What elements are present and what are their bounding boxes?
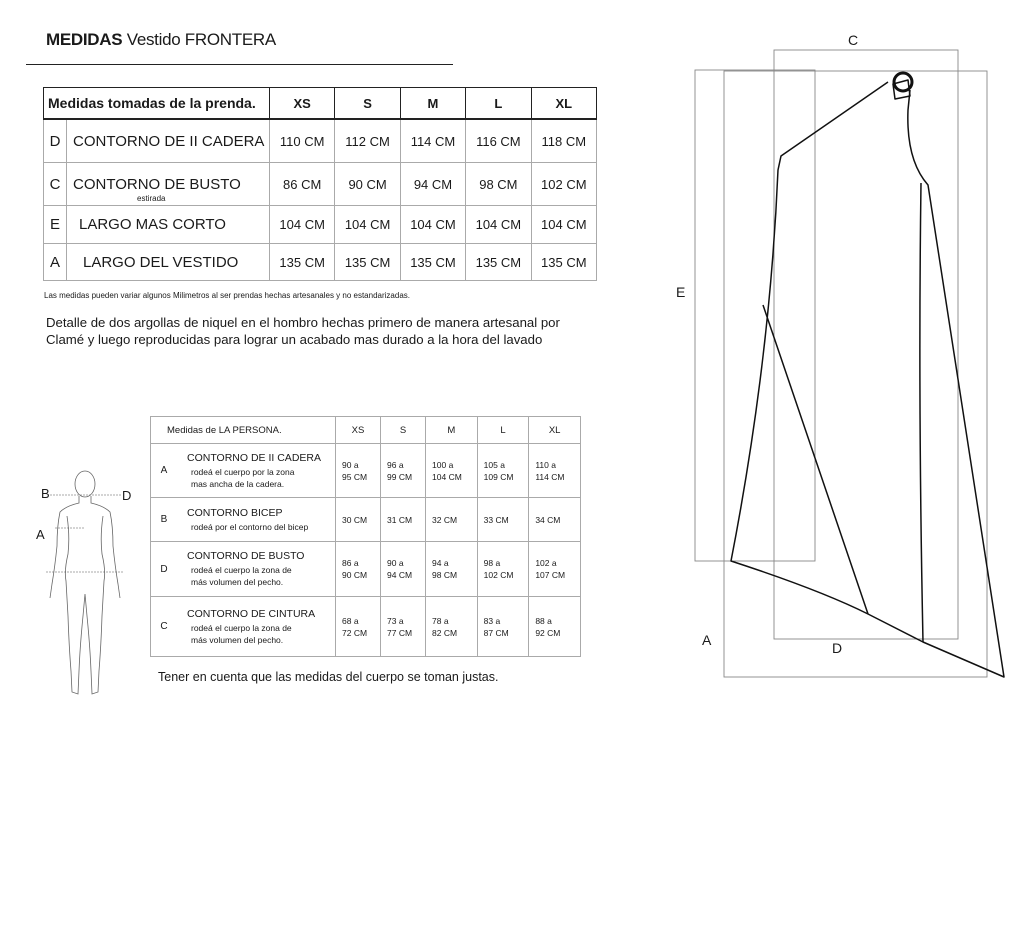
row-sublabel: estirada bbox=[137, 194, 166, 203]
dress-outline bbox=[731, 82, 1004, 677]
size-header: L bbox=[477, 417, 529, 444]
cell-line: 92 CM bbox=[535, 627, 561, 638]
cell-line: 90 CM bbox=[342, 570, 368, 580]
row-title: CONTORNO DE II CADERA bbox=[187, 451, 321, 464]
row-label: CONTORNO DE BUSTO bbox=[73, 175, 241, 193]
row-desc: rodeá el cuerpo por la zona bbox=[191, 466, 295, 477]
figure-label-a: A bbox=[36, 527, 45, 542]
cell-line: 100 a bbox=[432, 459, 454, 470]
cell-line: 34 CM bbox=[535, 514, 561, 525]
dress-box-e bbox=[695, 70, 815, 561]
cell-value: 135 CM bbox=[335, 244, 400, 281]
cell-line: 73 a bbox=[387, 615, 404, 626]
cell-value: 110 CM bbox=[270, 119, 335, 163]
cell-value: 118 CM bbox=[531, 119, 596, 163]
size-header: XS bbox=[270, 88, 335, 120]
row-label: LARGO DEL VESTIDO bbox=[67, 244, 270, 281]
dress-label-d: D bbox=[832, 640, 843, 656]
cell-line: 86 a bbox=[342, 558, 359, 568]
cell-line: 83 a bbox=[483, 615, 501, 626]
cell-line: 98 a bbox=[483, 558, 501, 568]
row-title: CONTORNO BICEP bbox=[187, 506, 283, 519]
cell-line: 31 CM bbox=[387, 514, 413, 525]
figure-label-b: B bbox=[41, 486, 50, 501]
cell-value: 104 CM bbox=[335, 206, 400, 244]
cell-line: 82 CM bbox=[432, 627, 458, 638]
row-label: LARGO MAS CORTO bbox=[67, 206, 270, 244]
cell-line: 87 CM bbox=[483, 627, 509, 638]
dress-box-c bbox=[774, 50, 958, 639]
cell-line: 90 a bbox=[342, 459, 359, 470]
size-header: M bbox=[426, 417, 478, 444]
cell-value: 116 CM bbox=[466, 119, 531, 163]
cell-value: 135 CM bbox=[270, 244, 335, 281]
garment-table-header-label: Medidas tomadas de la prenda. bbox=[44, 88, 270, 120]
cell-value: 135 CM bbox=[531, 244, 596, 281]
row-desc: rodeá por el contorno del bicep bbox=[191, 521, 309, 532]
cell-line: 30 CM bbox=[342, 514, 368, 525]
cell-line: 77 CM bbox=[387, 627, 413, 638]
title-bold: MEDIDAS bbox=[46, 30, 123, 49]
row-key: A bbox=[44, 244, 67, 281]
cell-line: 33 CM bbox=[483, 514, 509, 525]
dress-label-e: E bbox=[676, 284, 686, 300]
dress-drape-line bbox=[763, 305, 868, 614]
cell-line: 88 a bbox=[535, 615, 552, 626]
variation-note: Las medidas pueden variar algunos Milimetros al ser prendas hechas artesanales y no estandarizadas. bbox=[44, 291, 410, 300]
cell-line: 107 CM bbox=[535, 570, 566, 580]
row-key: B bbox=[151, 498, 178, 542]
cell-line: 68 a bbox=[342, 615, 359, 626]
row-desc: mas ancha de la cadera. bbox=[191, 478, 285, 489]
body-measure-note: Tener en cuenta que las medidas del cuerpo se toman justas. bbox=[158, 670, 499, 684]
figure-label-d: D bbox=[122, 488, 132, 503]
dress-label-c: C bbox=[848, 32, 859, 48]
row-title: CONTORNO DE CINTURA bbox=[187, 607, 316, 620]
detail-paragraph: Detalle de dos argollas de niquel en el hombro hechas primero de manera artesanal por Clamé y luego reproducidas para lograr un acabado mas durado a la hora del lavado bbox=[46, 315, 560, 347]
size-header: XS bbox=[336, 417, 381, 444]
cell-line: 90 a bbox=[387, 558, 404, 568]
cell-line: 99 CM bbox=[387, 471, 413, 482]
cell-line: 109 CM bbox=[483, 471, 514, 482]
cell-value: 98 CM bbox=[466, 163, 531, 206]
row-desc: rodeá el cuerpo la zona de bbox=[191, 565, 292, 575]
cell-line: 104 CM bbox=[432, 471, 462, 482]
size-header: XL bbox=[531, 88, 596, 120]
cell-line: 94 CM bbox=[387, 570, 413, 580]
row-key: C bbox=[151, 597, 178, 657]
dress-box-a bbox=[724, 71, 987, 677]
size-header: S bbox=[381, 417, 426, 444]
row-key: A bbox=[151, 444, 178, 498]
row-title: CONTORNO DE BUSTO bbox=[187, 550, 305, 562]
cell-value: 135 CM bbox=[466, 244, 531, 281]
cell-value: 90 CM bbox=[335, 163, 400, 206]
person-table-header-label: Medidas de LA PERSONA. bbox=[151, 417, 336, 444]
cell-line: 102 a bbox=[535, 558, 557, 568]
cell-value: 102 CM bbox=[531, 163, 596, 206]
size-header: XL bbox=[529, 417, 581, 444]
cell-line: 102 CM bbox=[483, 570, 514, 580]
cell-value: 104 CM bbox=[400, 206, 465, 244]
dress-side-seam bbox=[920, 183, 923, 642]
size-header: M bbox=[400, 88, 465, 120]
cell-value: 104 CM bbox=[531, 206, 596, 244]
cell-line: 72 CM bbox=[342, 627, 368, 638]
cell-line: 114 CM bbox=[535, 471, 565, 482]
cell-line: 110 a bbox=[535, 459, 556, 470]
cell-line: 105 a bbox=[483, 459, 505, 470]
cell-value: 94 CM bbox=[400, 163, 465, 206]
row-label: CONTORNO DE II CADERA bbox=[67, 119, 270, 163]
row-desc: más volumen del pecho. bbox=[191, 577, 284, 587]
row-key: D bbox=[44, 119, 67, 163]
cell-value: 86 CM bbox=[270, 163, 335, 206]
cell-value: 112 CM bbox=[335, 119, 400, 163]
row-key: E bbox=[44, 206, 67, 244]
row-key: D bbox=[151, 542, 178, 597]
cell-value: 104 CM bbox=[466, 206, 531, 244]
cell-line: 32 CM bbox=[432, 514, 458, 525]
row-desc: más volumen del pecho. bbox=[191, 634, 284, 645]
size-header: S bbox=[335, 88, 400, 120]
dress-label-a: A bbox=[702, 632, 712, 648]
title-rest: Vestido FRONTERA bbox=[122, 30, 276, 49]
cell-value: 114 CM bbox=[400, 119, 465, 163]
cell-value: 135 CM bbox=[400, 244, 465, 281]
cell-line: 94 a bbox=[432, 558, 449, 568]
cell-line: 98 CM bbox=[432, 570, 458, 580]
cell-line: 95 CM bbox=[342, 471, 368, 482]
cell-value: 104 CM bbox=[270, 206, 335, 244]
row-key: C bbox=[44, 163, 67, 206]
cell-line: 78 a bbox=[432, 615, 449, 626]
row-desc: rodeá el cuerpo la zona de bbox=[191, 622, 292, 633]
cell-line: 96 a bbox=[387, 459, 404, 470]
size-header: L bbox=[466, 88, 531, 120]
